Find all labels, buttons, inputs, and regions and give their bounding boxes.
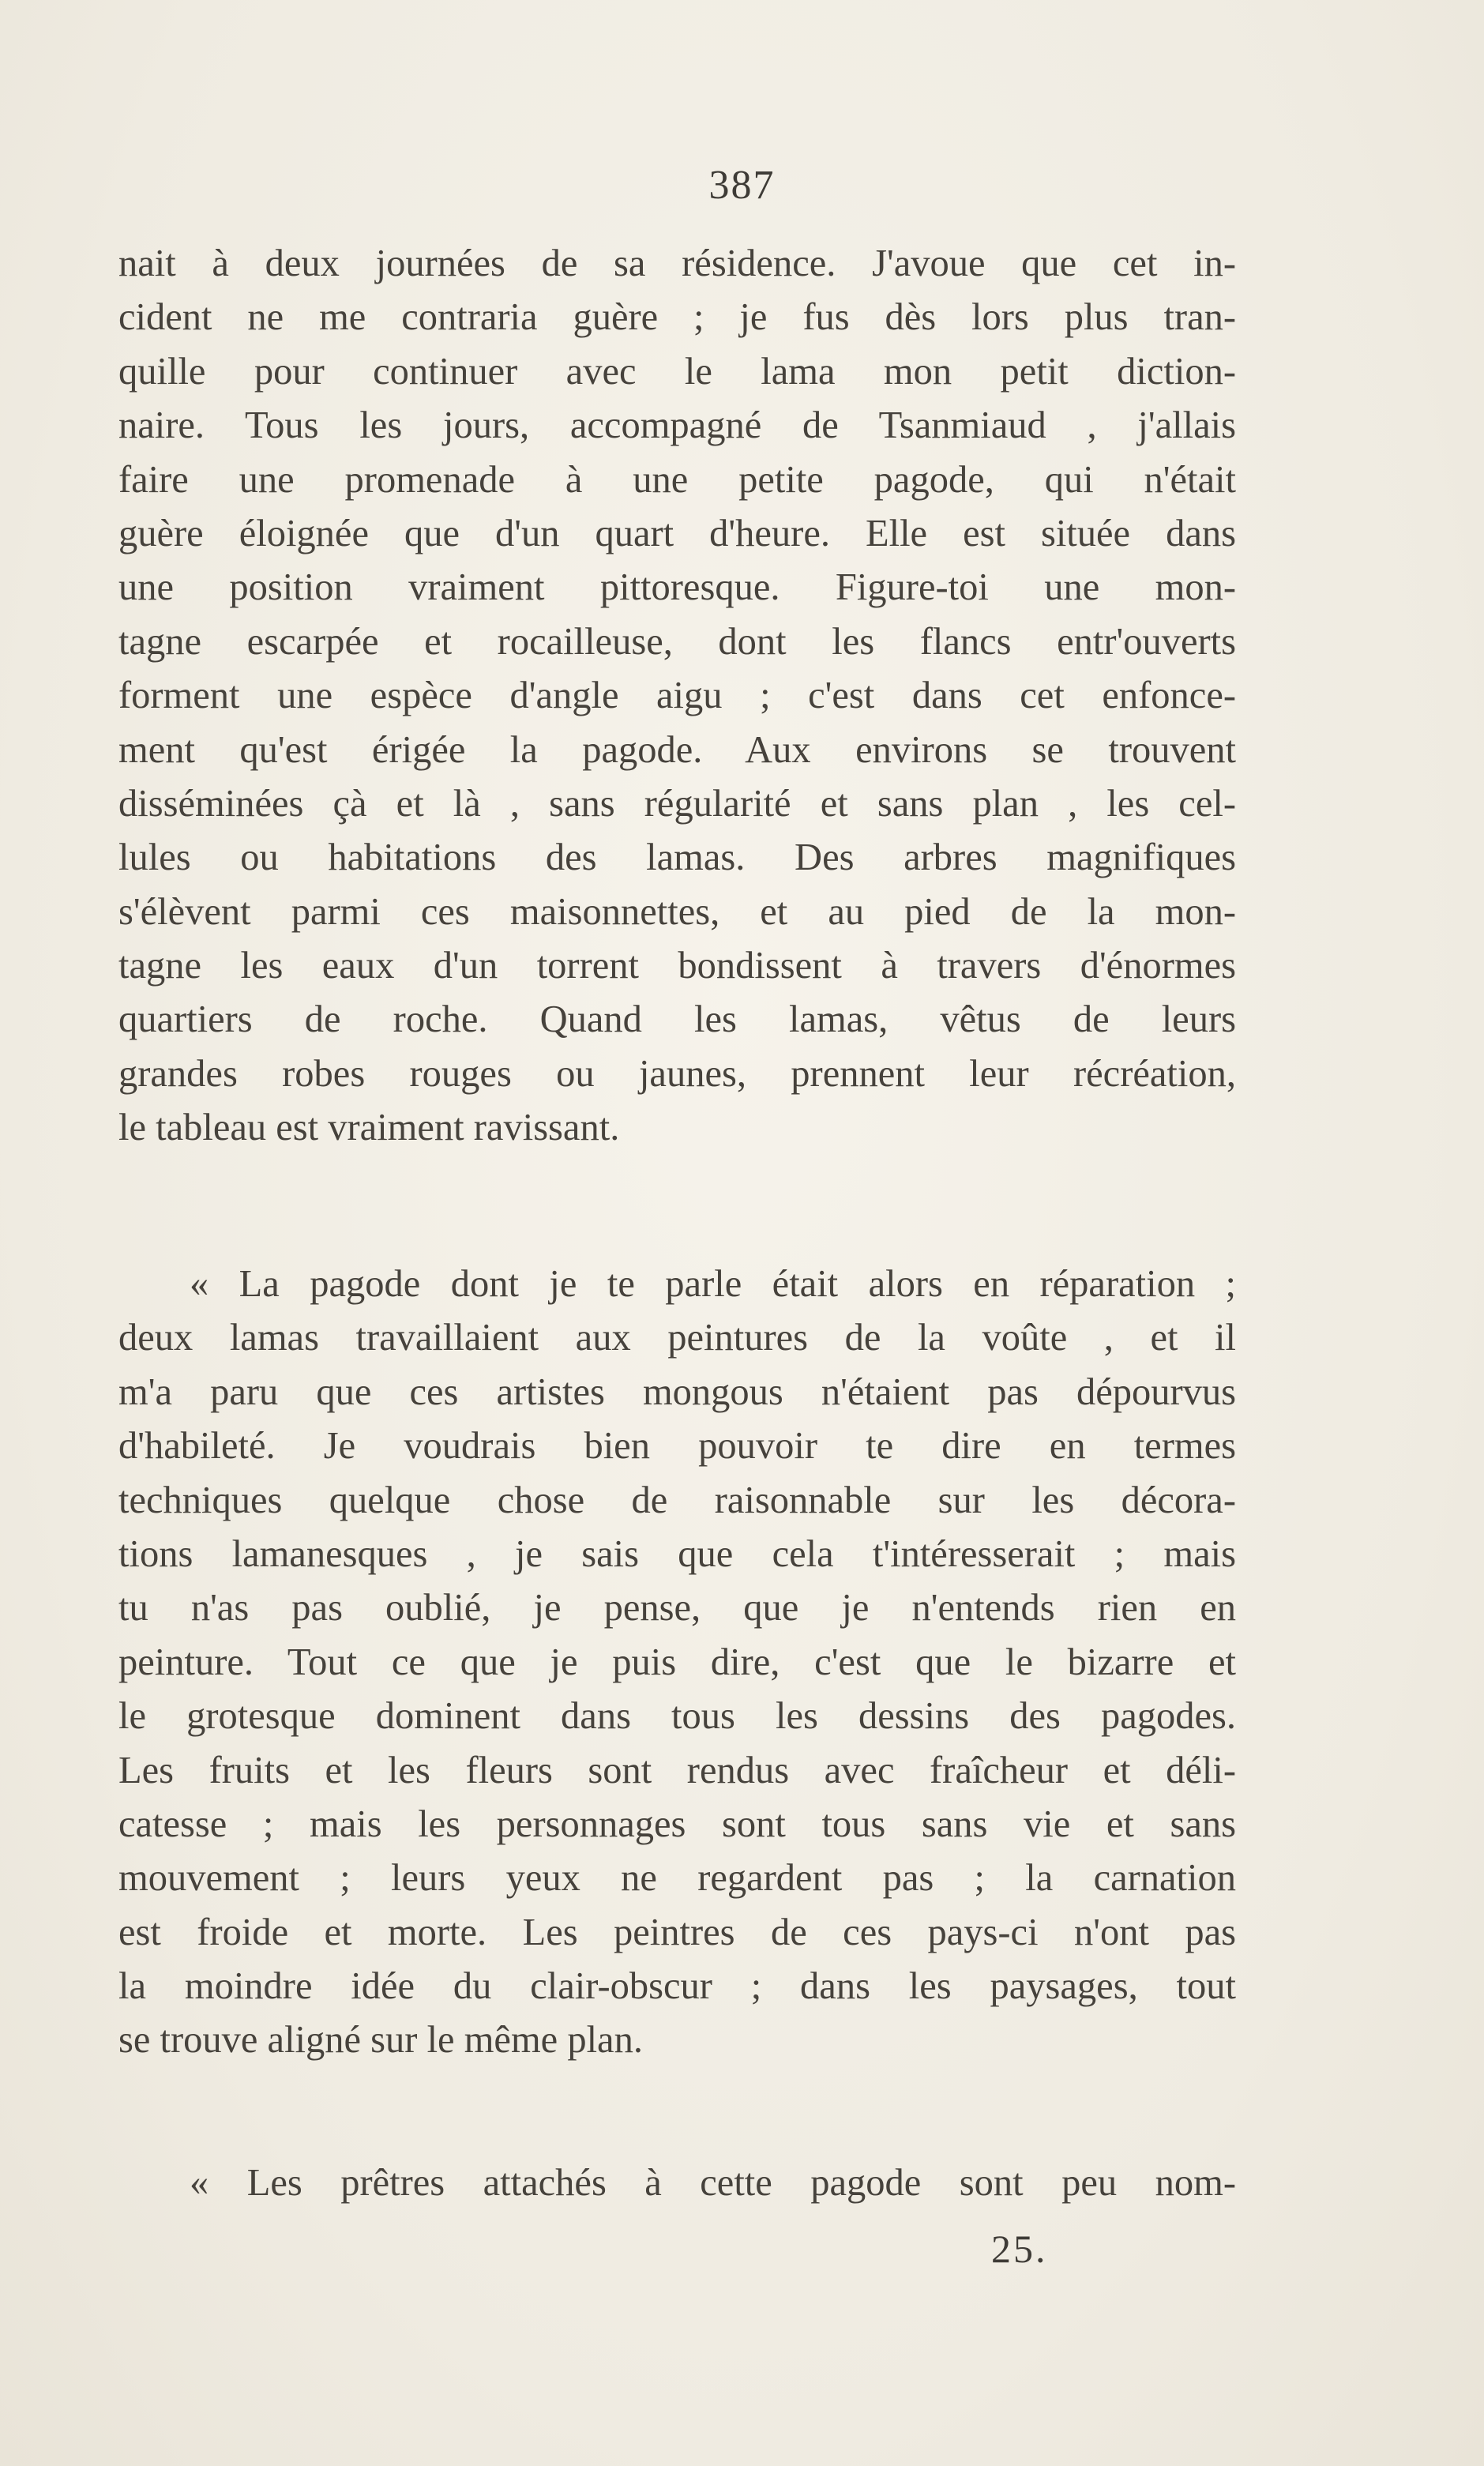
- text-line: deux lamas travaillaient aux peintures de la voûte , et il: [118, 1317, 1236, 1359]
- paragraph-2: [118, 1257, 1236, 2068]
- text-line: est froide et morte. Les peintres de ces pays-ci n'ont pas: [118, 1911, 1236, 1953]
- text-line: quartiers de roche. Quand les lamas, vêtus de leurs: [118, 998, 1236, 1041]
- text-line: tagne escarpée et rocailleuse, dont les flancs entr'ouverts: [118, 620, 1236, 663]
- text-line: techniques quelque chose de raisonnable sur les décora-: [118, 1479, 1236, 1521]
- text-line: mouvement ; leurs yeux ne regardent pas ; la carnation: [118, 1857, 1236, 1900]
- text-line: le grotesque dominent dans tous les dessins des pagodes.: [118, 1695, 1236, 1738]
- text-line: d'habileté. Je voudrais bien pouvoir te dire en termes: [118, 1425, 1236, 1468]
- text-line: se trouve aligné sur le même plan.: [118, 2019, 643, 2062]
- text-line: tagne les eaux d'un torrent bondissent à travers d'énormes: [118, 945, 1236, 987]
- paragraph-3: [118, 2156, 1236, 2210]
- text-line: Les fruits et les fleurs sont rendus avec fraîcheur et déli-: [118, 1749, 1236, 1791]
- text-line: catesse ; mais les personnages sont tous sans vie et sans: [118, 1803, 1236, 1845]
- text-line: nait à deux journées de sa résidence. J'avoue que cet in-: [118, 242, 1236, 284]
- text-line: ment qu'est érigée la pagode. Aux environs se trouvent: [118, 728, 1236, 771]
- text-line: une position vraiment pittoresque. Figure-toi une mon-: [118, 566, 1236, 609]
- text-line: tions lamanesques , je sais que cela t'intéresserait ; mais: [118, 1532, 1236, 1575]
- text-line: la moindre idée du clair-obscur ; dans les paysages, tout: [118, 1965, 1236, 2008]
- text-line: s'élèvent parmi ces maisonnettes, et au pied de la mon-: [118, 890, 1236, 933]
- text-line: quille pour continuer avec le lama mon petit diction-: [118, 350, 1236, 393]
- text-line: m'a paru que ces artistes mongous n'étaient pas dépourvus: [118, 1370, 1236, 1413]
- text-line: tu n'as pas oublié, je pense, que je n'entends rien en: [118, 1587, 1236, 1630]
- text-line: naire. Tous les jours, accompagné de Tsanmiaud , j'allais: [118, 404, 1236, 447]
- text-line: disséminées çà et là , sans régularité et sans plan , les cel-: [118, 782, 1236, 825]
- text-line: « La pagode dont je te parle était alors en réparation ;: [190, 1263, 1236, 1305]
- paragraph-1: [118, 237, 1236, 1156]
- text-line: peinture. Tout ce que je puis dire, c'est que le bizarre et: [118, 1641, 1236, 1683]
- page-number: 387: [708, 163, 776, 208]
- text-line: guère éloignée que d'un quart d'heure. Elle est située dans: [118, 512, 1236, 554]
- text-line: grandes robes rouges ou jaunes, prennent leur récréation,: [118, 1052, 1236, 1095]
- signature-mark: 25.: [991, 2227, 1048, 2271]
- text-line: cident ne me contraria guère ; je fus dès lors plus tran-: [118, 296, 1236, 339]
- text-line: « Les prêtres attachés à cette pagode sont peu nom-: [190, 2162, 1236, 2204]
- text-line: le tableau est vraiment ravissant.: [118, 1107, 620, 1149]
- text-line: faire une promenade à une petite pagode, qui n'était: [118, 458, 1236, 501]
- text-line: forment une espèce d'angle aigu ; c'est dans cet enfonce-: [118, 675, 1236, 717]
- text-line: lules ou habitations des lamas. Des arbres magnifiques: [118, 836, 1236, 879]
